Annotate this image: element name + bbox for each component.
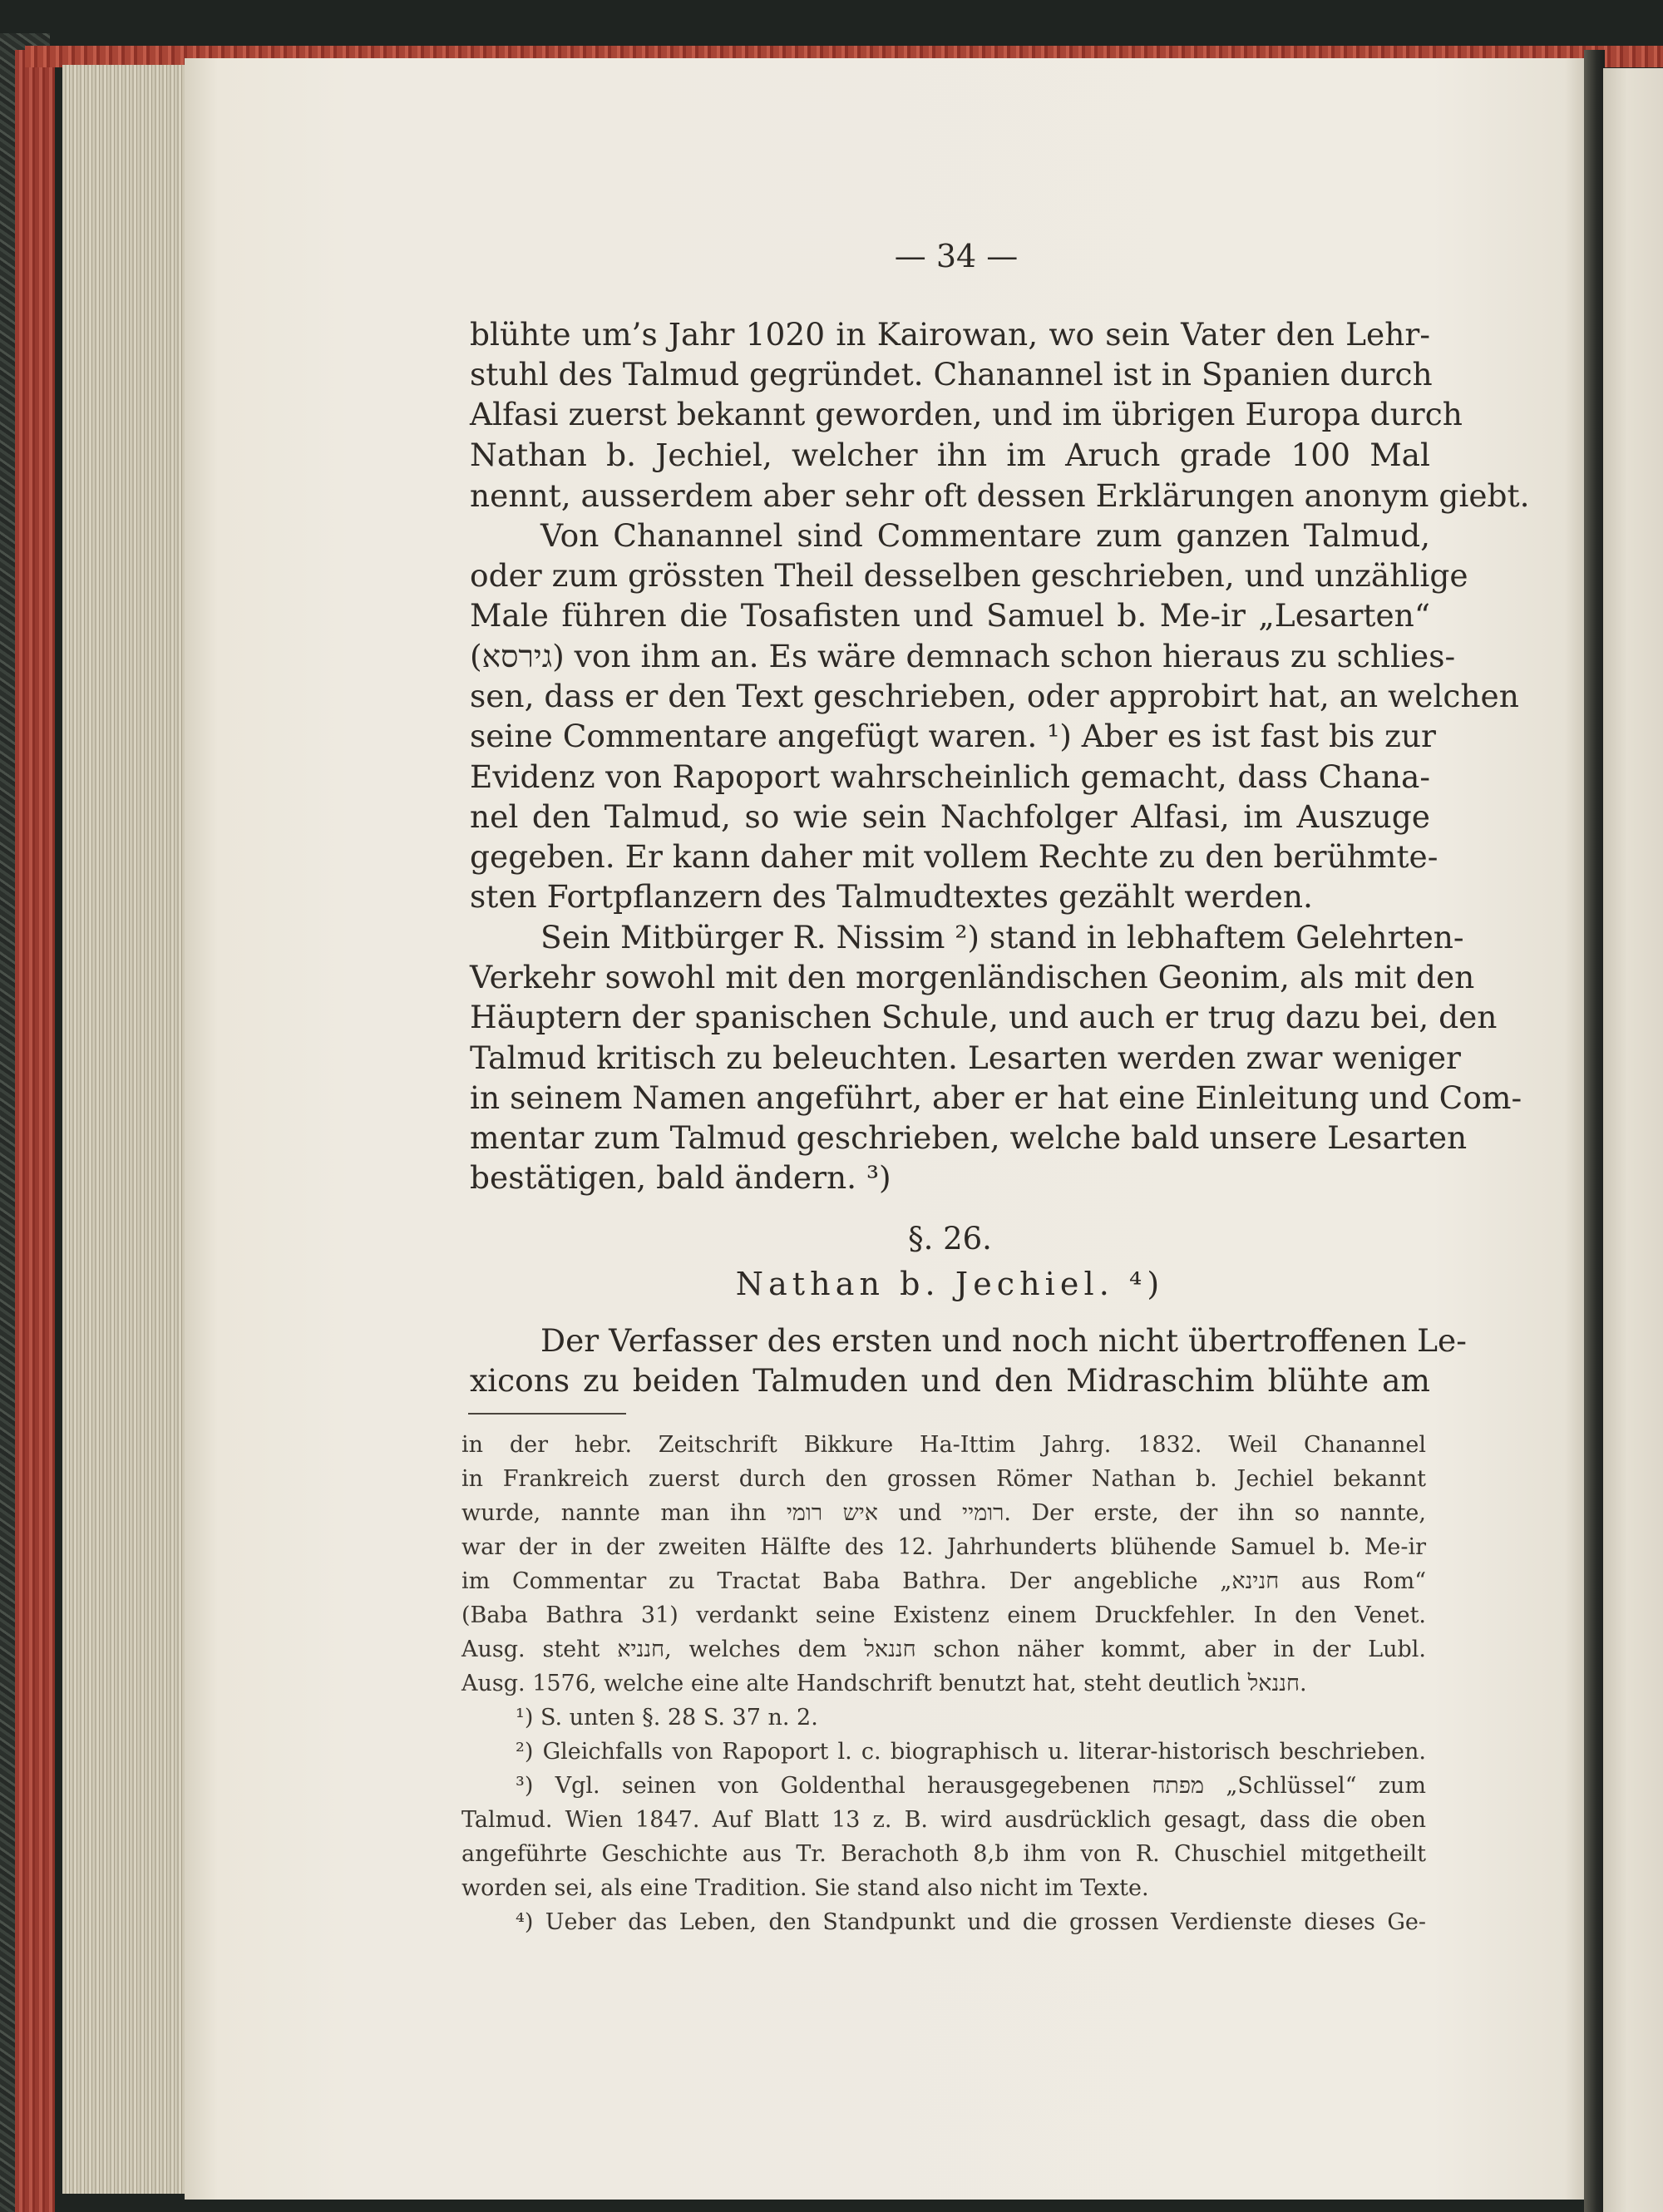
body-line: stuhl des Talmud gegründet. Chanannel ist in Spanien durch [470,356,1433,393]
body-line: sten Fortpflanzern des Talmudtextes gezählt werden. [470,878,1313,915]
body-line: bestätigen, bald ändern. ³) [470,1159,891,1196]
page-number: — 34 — [894,238,1019,274]
body-line: Evidenz von Rapoport wahrscheinlich gemacht, dass Chana- [470,758,1430,795]
footnote-rule [468,1413,626,1415]
footnote-3: ³) Vgl. seinen von Goldenthal herausgegebenen מפתח „Schlüssel“ zum [516,1773,1426,1799]
footnote-2: ²) Gleichfalls von Rapoport l. c. biographisch u. literar-historisch beschrieben. [516,1739,1426,1765]
body-line: Verkehr sowohl mit den morgenländischen Geonim, als mit den [470,959,1475,995]
body-line: Talmud kritisch zu beleuchten. Lesarten werden zwar weniger [470,1039,1461,1076]
book-gutter [1584,50,1605,2212]
section-number: §. 26. [908,1221,992,1257]
body-line: Der Verfasser des ersten und noch nicht übertroffenen Le- [540,1322,1467,1359]
footnote-line: angeführte Geschichte aus Tr. Berachoth 8,b ihm von R. Chuschiel mitgetheilt [461,1841,1426,1867]
book-spine-edge [15,50,55,2212]
footnote-line: war der in der zweiten Hälfte des 12. Jahrhunderts blühende Samuel b. Me-ir [461,1534,1426,1560]
footnote-4: ⁴) Ueber das Leben, den Standpunkt und die grossen Verdienste dieses Ge- [516,1909,1426,1935]
body-line: sen, dass er den Text geschrieben, oder approbirt hat, an welchen [470,678,1519,714]
body-line: Sein Mitbürger R. Nissim ²) stand in lebhaftem Gelehrten- [540,919,1464,955]
body-line: Male führen die Tosafisten und Samuel b. Me-ir „Lesarten“ [470,597,1430,634]
footnote-line: Ausg. 1576, welche eine alte Handschrift benutzt hat, steht deutlich חננאל. [461,1671,1307,1696]
footnote-line: in Frankreich zuerst durch den grossen Römer Nathan b. Jechiel bekannt [461,1466,1426,1492]
section-title: Nathan b. Jechiel. ⁴) [735,1266,1165,1302]
footnote-line: Talmud. Wien 1847. Auf Blatt 13 z. B. wird ausdrücklich gesagt, dass die oben [461,1807,1426,1833]
footnote-line: worden sei, als eine Tradition. Sie stand also nicht im Texte. [461,1875,1149,1901]
footnote-1: ¹) S. unten §. 28 S. 37 n. 2. [516,1705,818,1731]
body-line: (גירסא) von ihm an. Es wäre demnach schon hieraus zu schlies- [470,638,1456,674]
page-stack-edges [62,65,187,2194]
body-line: xicons zu beiden Talmuden und den Midraschim blühte am [470,1362,1430,1399]
body-line: seine Commentare angefügt waren. ¹) Aber es ist fast bis zur [470,718,1436,754]
body-line: nennt, ausserdem aber sehr oft dessen Erklärungen anonym giebt. [470,477,1530,514]
body-line: Alfasi zuerst bekannt geworden, und im übrigen Europa durch [470,396,1463,432]
footnote-line: wurde, nannte man ihn איש רומי und רומיי. Der erste, der ihn so nannte, [461,1500,1426,1526]
body-line: in seinem Namen angeführt, aber er hat eine Einleitung und Com- [470,1079,1522,1116]
body-line: Häuptern der spanischen Schule, und auch er trug dazu bei, den [470,999,1498,1035]
body-line: Von Chanannel sind Commentare zum ganzen Talmud, [540,517,1430,554]
body-line: oder zum grössten Theil desselben geschrieben, und unzählige [470,557,1468,594]
body-line: Nathan b. Jechiel, welcher ihn im Aruch grade 100 Mal [470,437,1430,473]
body-line: gegeben. Er kann daher mit vollem Rechte zu den berühmte- [470,838,1438,875]
footnote-line: (Baba Bathra 31) verdankt seine Existenz einem Druckfehler. In den Venet. [461,1602,1426,1628]
footnote-line: in der hebr. Zeitschrift Bikkure Ha-Ittim Jahrg. 1832. Weil Chanannel [461,1432,1426,1458]
body-line: blühte um’s Jahr 1020 in Kairowan, wo sein Vater den Lehr- [470,316,1430,353]
footnote-line: im Commentar zu Tractat Baba Bathra. Der angebliche „חנינא aus Rom“ [461,1568,1426,1594]
facing-page [1603,68,1663,2212]
body-line: mentar zum Talmud geschrieben, welche bald unsere Lesarten [470,1119,1468,1156]
body-line: nel den Talmud, so wie sein Nachfolger Alfasi, im Auszuge [470,798,1430,835]
footnote-line: Ausg. steht חנניא, welches dem חננאל schon näher kommt, aber in der Lubl. [461,1637,1426,1662]
